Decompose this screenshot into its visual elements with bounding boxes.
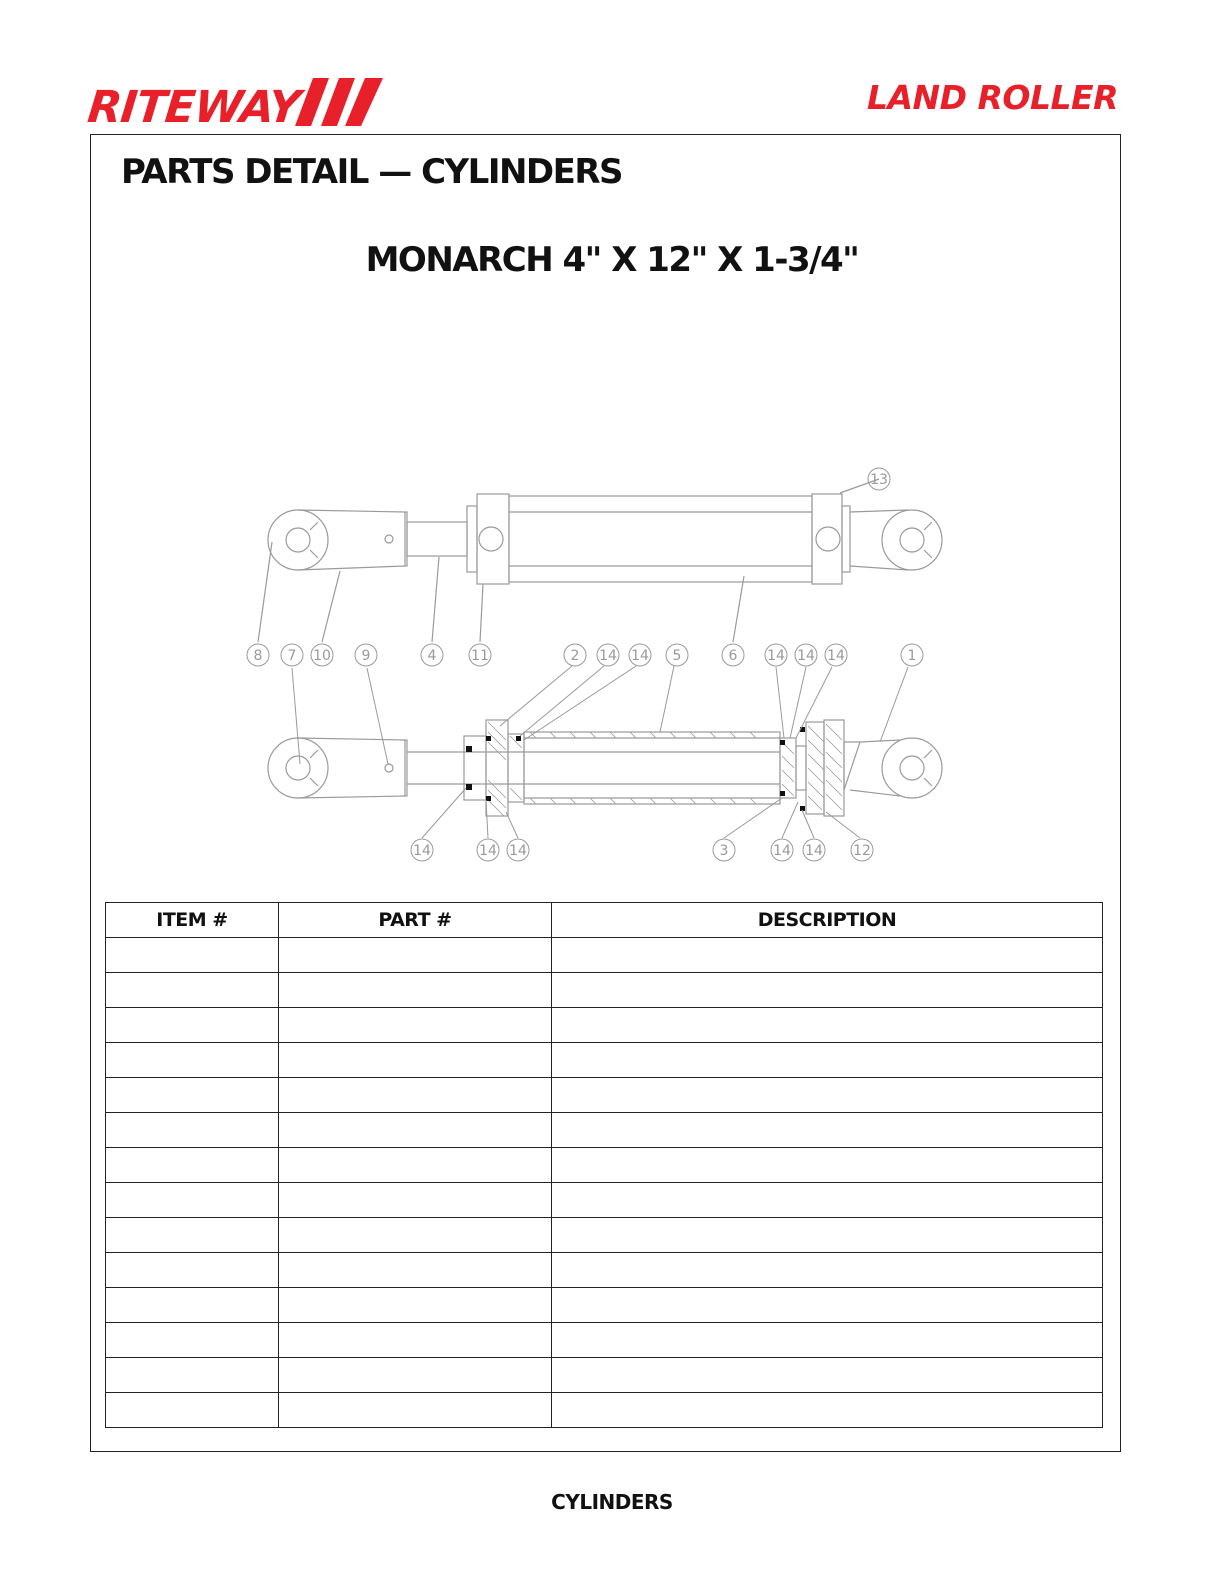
item-number-cell	[106, 973, 279, 1008]
item-number-cell	[106, 1218, 279, 1253]
callout-label: 10	[313, 648, 331, 664]
table-header-row	[106, 903, 1103, 938]
item-number-cell	[106, 1008, 279, 1043]
part-number-cell	[279, 973, 552, 1008]
callout-label: 14	[413, 843, 431, 859]
table-row	[106, 1113, 1103, 1148]
part-number-cell	[279, 1113, 552, 1148]
description-cell	[552, 1288, 1103, 1323]
table-row	[106, 938, 1103, 973]
callout-label: 5	[672, 648, 682, 664]
callout-label: 14	[631, 648, 649, 664]
callout-13: 13	[870, 472, 888, 488]
item-number-cell	[106, 1148, 279, 1183]
parts-table	[105, 902, 1103, 1428]
page-title: PARTS DETAIL — CYLINDERS	[121, 152, 623, 192]
callout-label: 4	[427, 648, 437, 664]
description-cell	[552, 1008, 1103, 1043]
riteway-logo-text: RITEWAY	[85, 82, 302, 133]
part-number-cell	[279, 1323, 552, 1358]
table-row	[106, 973, 1103, 1008]
table-row	[106, 1183, 1103, 1218]
callout-label: 8	[253, 648, 263, 664]
part-number-cell	[279, 1393, 552, 1428]
part-number-cell	[279, 1043, 552, 1078]
table-row	[106, 1218, 1103, 1253]
callout-label: 1	[907, 648, 917, 664]
description-cell	[552, 1183, 1103, 1218]
table-row	[106, 1358, 1103, 1393]
table-row	[106, 1393, 1103, 1428]
callout-label: 14	[767, 648, 785, 664]
part-number-cell	[279, 1218, 552, 1253]
part-number-cell	[279, 1288, 552, 1323]
description-cell	[552, 1218, 1103, 1253]
part-number-header: PART #	[279, 903, 552, 938]
table-row	[106, 1323, 1103, 1358]
callout-label: 14	[827, 648, 845, 664]
part-number-cell	[279, 1008, 552, 1043]
description-cell	[552, 1323, 1103, 1358]
callout-label: 14	[797, 648, 815, 664]
callout-label: 11	[471, 648, 489, 664]
part-number-cell	[279, 1078, 552, 1113]
item-number-header: ITEM #	[106, 903, 279, 938]
callout-label: 14	[805, 843, 823, 859]
table-row	[106, 1288, 1103, 1323]
item-number-cell	[106, 1043, 279, 1078]
callout-label: 6	[728, 648, 738, 664]
item-number-cell	[106, 1358, 279, 1393]
item-number-cell	[106, 1393, 279, 1428]
item-number-cell	[106, 1113, 279, 1148]
description-cell	[552, 1148, 1103, 1183]
item-number-cell	[106, 1288, 279, 1323]
cylinder-model-title: MONARCH 4" X 12" X 1-3/4"	[365, 240, 859, 280]
description-cell	[552, 1358, 1103, 1393]
part-number-cell	[279, 1148, 552, 1183]
callout-label: 14	[509, 843, 527, 859]
parts-table-body	[106, 938, 1103, 1428]
callout-label: 14	[599, 648, 617, 664]
callout-label: 9	[361, 648, 371, 664]
description-cell	[552, 938, 1103, 973]
part-number-cell	[279, 1358, 552, 1393]
callout-label: 7	[287, 648, 297, 664]
item-number-cell	[106, 1323, 279, 1358]
part-number-cell	[279, 938, 552, 973]
item-number-cell	[106, 1253, 279, 1288]
item-number-cell	[106, 1183, 279, 1218]
callout-label: 2	[570, 648, 580, 664]
description-header: DESCRIPTION	[552, 903, 1103, 938]
description-cell	[552, 1393, 1103, 1428]
table-row	[106, 1043, 1103, 1078]
land-roller-logo: LAND ROLLER	[866, 78, 1118, 117]
footer-section-label: CYLINDERS	[551, 1490, 673, 1514]
table-row	[106, 1253, 1103, 1288]
callout-label: 14	[773, 843, 791, 859]
callout-label: 3	[719, 843, 729, 859]
description-cell	[552, 1078, 1103, 1113]
description-cell	[552, 1043, 1103, 1078]
item-number-cell	[106, 1078, 279, 1113]
description-cell	[552, 1253, 1103, 1288]
part-number-cell	[279, 1183, 552, 1218]
callout-label: 12	[853, 843, 871, 859]
table-row	[106, 1008, 1103, 1043]
description-cell	[552, 1113, 1103, 1148]
item-number-cell	[106, 938, 279, 973]
description-cell	[552, 973, 1103, 1008]
callout-label: 14	[479, 843, 497, 859]
table-row	[106, 1078, 1103, 1113]
table-row	[106, 1148, 1103, 1183]
part-number-cell	[279, 1253, 552, 1288]
